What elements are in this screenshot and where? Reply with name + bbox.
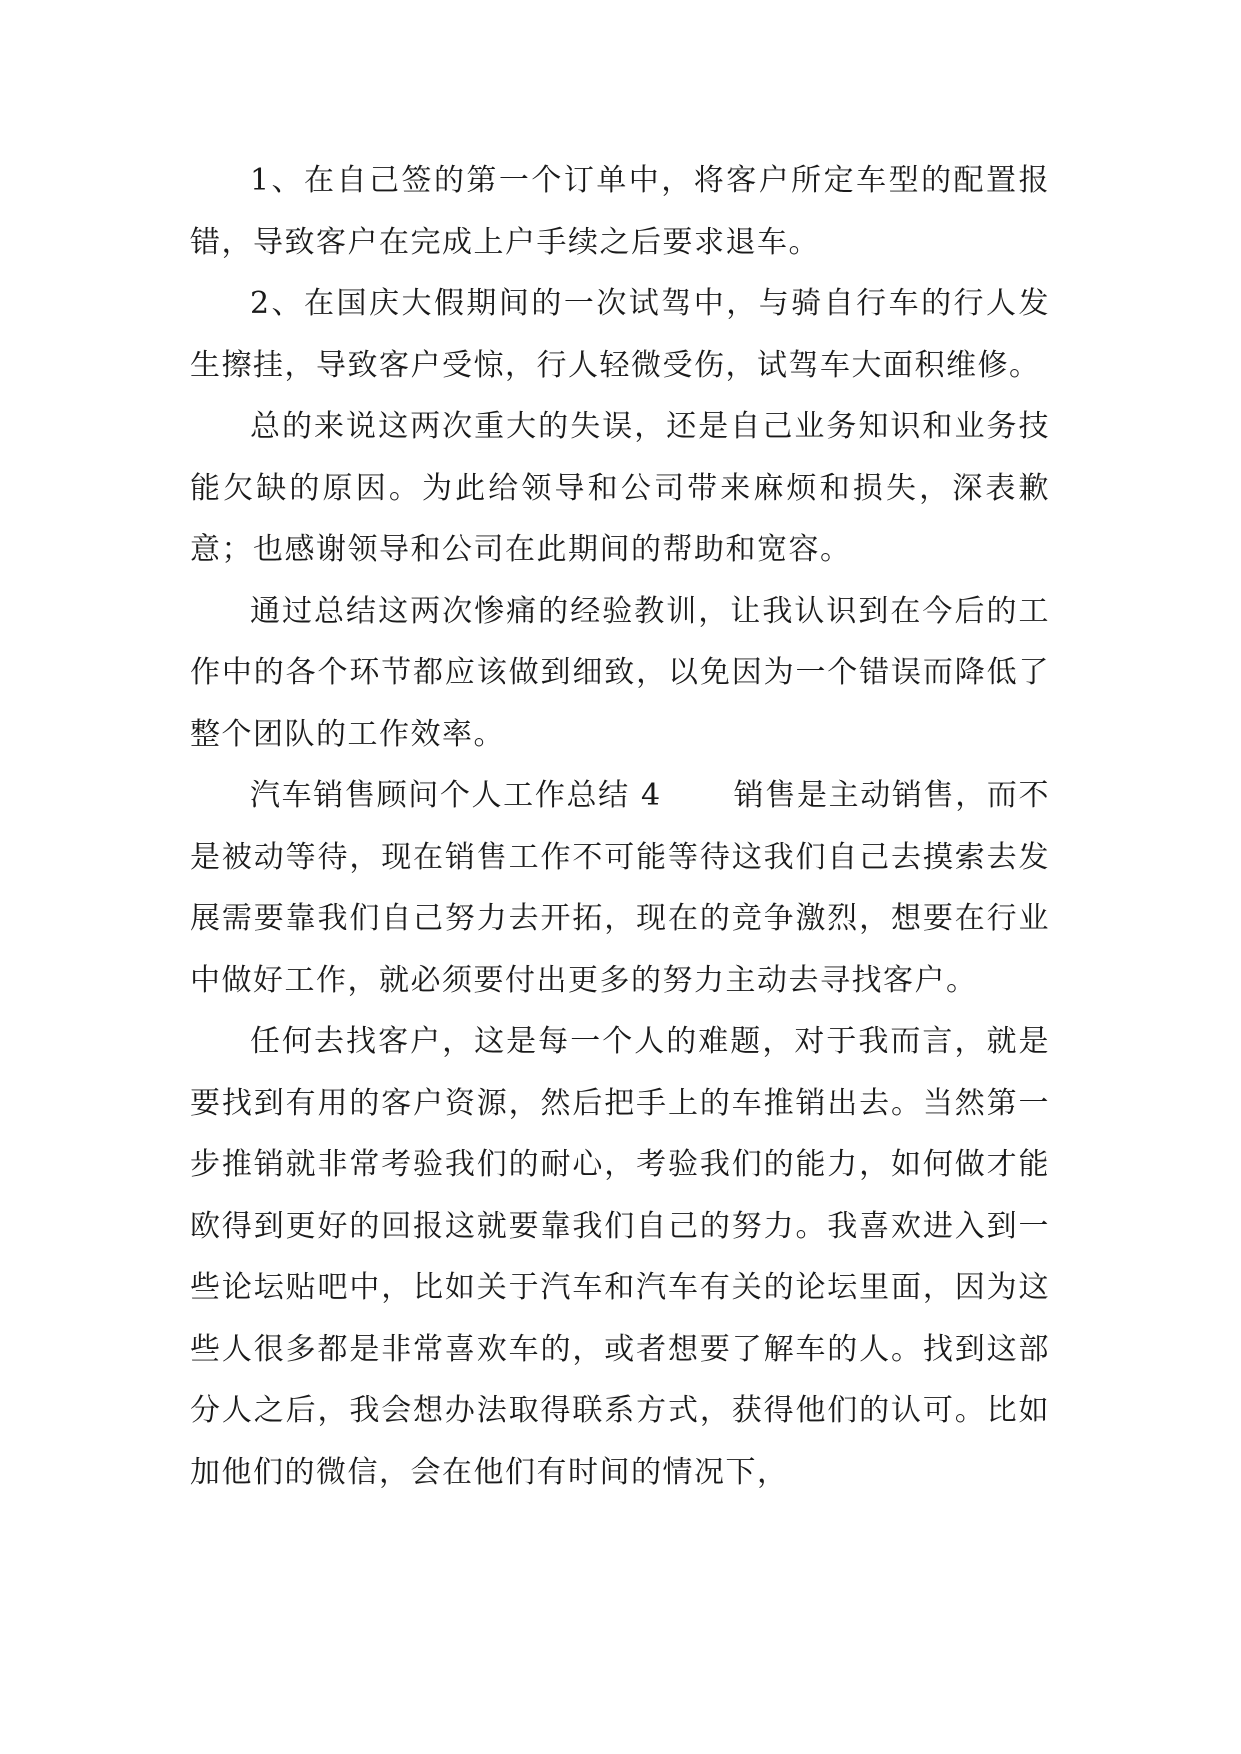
document-body — [190, 150, 1050, 1503]
section-heading: 汽车销售顾问个人工作总结 4 — [250, 778, 662, 813]
paragraph-finding-customers: 任何去找客户，这是每一个人的难题，对于我而言，就是要找到有用的客户资源，然后把手上的车推销出去。当然第一步推销就非常考验我们的耐心，考验我们的能力，如何做才能欧得到更好的回报这就要靠我们自己的努力。我喜欢进入到一些论坛贴吧中，比如关于汽车和汽车有关的论坛里面，因为这些人很多都是非常喜欢车的，或者想要了解车的人。找到这部分人之后，我会想办法取得联系方式，获得他们的认可。比如加他们的微信，会在他们有时间的情况下， — [190, 1024, 1050, 1490]
paragraph-summary: 总的来说这两次重大的失误，还是自己业务知识和业务技能欠缺的原因。为此给领导和公司带来麻烦和损失，深表歉意；也感谢领导和公司在此期间的帮助和宽容。 — [190, 409, 1050, 567]
paragraph-item-1: 1、在自己签的第一个订单中，将客户所定车型的配置报错，导致客户在完成上户手续之后要求退车。 — [190, 163, 1050, 260]
paragraph-item-2: 2、在国庆大假期间的一次试驾中，与骑自行车的行人发生擦挂，导致客户受惊，行人轻微受伤，试驾车大面积维修。 — [190, 286, 1050, 383]
section-text: 销售是主动销售，而不是被动等待，现在销售工作不可能等待这我们自己去摸索去发展需要靠我们自己努力去开拓，现在的竞争激烈，想要在行业中做好工作，就必须要付出更多的努力主动去寻找客户。 — [190, 778, 1050, 998]
paragraph-lesson: 通过总结这两次惨痛的经验教训，让我认识到在今后的工作中的各个环节都应该做到细致，以免因为一个错误而降低了整个团队的工作效率。 — [190, 593, 1050, 752]
section-paragraph — [190, 765, 1050, 1011]
